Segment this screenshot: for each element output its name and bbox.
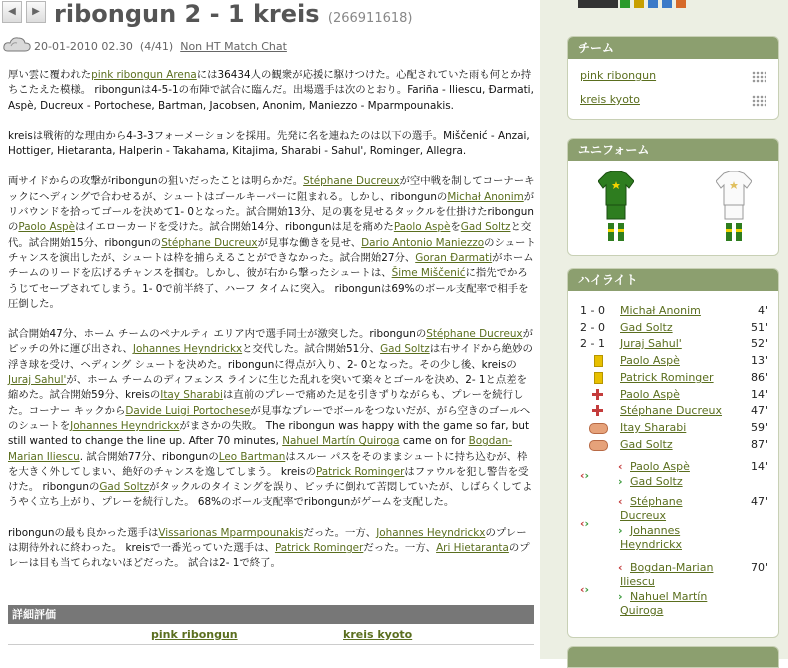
grid-icon[interactable] (752, 95, 766, 107)
player-link[interactable]: Johannes Heyndrickx (376, 526, 486, 539)
substitution-icon: ‹› (580, 469, 590, 482)
player-link[interactable]: Paolo Aspè (630, 460, 690, 473)
chat-link[interactable]: Non HT Match Chat (180, 40, 287, 53)
teams-box (567, 36, 779, 120)
player-link[interactable]: Davide Luigi Portochese (125, 404, 251, 417)
player-link[interactable]: Stéphane Ducreux (426, 328, 523, 341)
substitution-row: ‹› ‹ Stéphane Ducreux 47' › Johannes Heyndrickx (580, 495, 768, 551)
player-link[interactable]: Šime Miščenić (391, 267, 466, 280)
player-link[interactable]: Ari Hietaranta (436, 542, 509, 555)
grid-icon[interactable] (752, 71, 766, 83)
player-link[interactable]: Bogdan-Marian Iliescu (620, 561, 714, 588)
page-title (54, 0, 413, 28)
player-link[interactable]: Stéphane Ducreux (303, 175, 400, 188)
player-link[interactable]: Vissarionas Mparmpounakis (158, 526, 304, 539)
substitution-icon: ‹› (580, 517, 590, 530)
player-link[interactable]: Paolo Aspè (18, 221, 75, 234)
player-link[interactable]: Patrick Rominger (620, 371, 714, 384)
player-link[interactable]: Dario Antonio Maniezzo (361, 236, 485, 249)
player-link[interactable]: Stéphane Ducreux (161, 236, 258, 249)
match-id: (266911618) (327, 11, 413, 26)
match-meta (0, 34, 540, 56)
bruise-row: Itay Sharabi 59' (568, 421, 778, 435)
team-row[interactable] (568, 65, 778, 89)
cloud-icon (2, 34, 32, 54)
player-link[interactable]: Stéphane Ducreux (620, 404, 723, 417)
sub-out-icon: ‹ (618, 460, 623, 473)
next-arrow-icon[interactable]: ▶ (26, 1, 46, 23)
team-link[interactable]: kreis kyoto (580, 93, 640, 106)
player-link[interactable]: Juraj Sahul' (620, 337, 682, 350)
player-link[interactable]: Juraj Sahul' (8, 374, 67, 387)
injury-icon (592, 405, 603, 416)
prev-arrow-icon[interactable]: ◀ (2, 1, 22, 23)
player-link[interactable]: Paolo Aspè (620, 388, 680, 401)
report-paragraph: 両サイドからの攻撃がribongunの狙いだったことは明らかだ。Stéphane Ducreuxが空中戦を制してコーナーキックにヘディングで合わせるが、シュートはゴールキーパーに阻まれる。しかし、ribongunのMichał Anonimがリバウンドを拾ってゴールを決めて1- 0となった。試合開始13分、足の裏を見せるタックルを仕掛けたribongunのPaolo Aspèはイエローカードを受けた。試合開始14分、ribongunは足を痛めたPaolo AspèをGad Soltzと交代。試合開始15分、ribongunのStéphane Ducreuxが見事な働きを見せ、Dario Antonio Maniezzoのシュート チャンスを演出したが、シュートは枠を捕らえることができなかった。試合開始27分、Goran Đarmatiがホーム チームのリードを広げるチャンスを掴む。しかし、彼が右から撃ったシュートは、Šime Miščenićに指先でかろうじてセーブされてしまう。1- 0で前半終了、ハーフ タイムに突入。 ribongunは69%のボール支配率で相手を圧倒した。 (8, 175, 536, 310)
player-link[interactable]: Gad Soltz (620, 321, 673, 334)
hattrick-icons (578, 0, 738, 8)
substitution-row: ‹› ‹ Paolo Aspè 14' › Gad Soltz (580, 460, 768, 488)
report-paragraph: 厚い雲に覆われたpink ribongun Arenaには36434人の観衆が応援に駆けつけた。心配されていた雨も何とか持ちこたえた模様。 ribongunは4-5-1の布陣で試合に臨んだ。出場選手は次のとおり。Fariña - Iliescu, Đarmati, Aspè, Ducreux - Portochese, Bartman, Jacobsen, Anonim, Maniezzo - Mparmpounakis. (8, 69, 534, 112)
sidebar (540, 0, 788, 659)
player-link[interactable]: Nahuel Martín Quiroga (620, 590, 708, 617)
sub-in-icon: › (618, 524, 623, 537)
player-link[interactable]: Johannes Heyndrickx (132, 343, 243, 356)
ratings-table (8, 605, 534, 645)
player-link[interactable]: Gad Soltz (99, 481, 150, 494)
player-link[interactable]: Itay Sharabi (620, 421, 687, 434)
player-link[interactable]: Goran Đarmati (415, 251, 493, 264)
bandage-icon (589, 423, 608, 434)
player-link[interactable]: Gad Soltz (380, 343, 430, 356)
away-team-link[interactable]: kreis kyoto (343, 628, 413, 641)
next-box-header (568, 647, 778, 667)
injury-row: Paolo Aspè 14' (568, 388, 778, 402)
player-link[interactable]: Michał Anonim (447, 190, 524, 203)
sub-in-icon: › (618, 590, 623, 603)
ratings-title: 詳細評価 (8, 605, 534, 624)
match-round: (4/41) (139, 40, 174, 53)
player-link[interactable]: Stéphane Ducreux (620, 495, 683, 522)
sub-out-icon: ‹ (618, 561, 623, 574)
yellow-card-icon (594, 355, 603, 367)
injury-row: Stéphane Ducreux 47' (568, 404, 778, 418)
report-paragraph: ribongunの最も良かった選手はVissarionas Mparmpounakisだった。一方、Johannes Heyndrickxのプレーは期待外れに終わった。 kreisで一番光っていた選手は、Patrick Romingerだった。一方、Ari Hietarantaのプレーは目も当てられないほどだった。 試合は2- 1で終了。 (8, 526, 530, 570)
player-link[interactable]: Leo Bartman (218, 450, 286, 463)
card-row: Patrick Rominger 86' (568, 371, 778, 385)
player-link[interactable]: Gad Soltz (620, 438, 673, 451)
yellow-card-icon (594, 372, 603, 384)
ratings-columns (8, 624, 534, 645)
home-kit-icon (598, 171, 634, 247)
match-datetime: 20-01-2010 02.30 (34, 40, 133, 53)
sub-out-icon: ‹ (618, 495, 623, 508)
match-report (8, 68, 536, 587)
uniform-title: ユニフォーム (568, 139, 778, 161)
player-link[interactable]: Gad Soltz (630, 475, 683, 488)
player-link[interactable]: Patrick Rominger (315, 465, 405, 478)
substitution-icon: ‹› (580, 583, 590, 596)
match-title: ribongun 2 - 1 kreis (54, 0, 320, 28)
player-link[interactable]: Michał Anonim (620, 304, 701, 317)
player-link[interactable]: Nahuel Martín Quiroga (282, 435, 400, 448)
match-header (0, 0, 540, 36)
player-link[interactable]: Bogdan-Marian Iliescu (8, 435, 512, 463)
highlights-box: ハイライト 1 - 0 Michał Anonim 4' 2 - 0 Gad Soltz 51' 2 - 1 Juraj Sahul' 52' Paolo Aspè 13' Patrick Rominger 86' Paolo Aspè 14' Stéphane Ducreux 47' Itay Sharabi 59' Gad Soltz 87' ‹› ‹ Paolo Aspè 14' › Gad Soltz ‹› ‹ Stéphane Ducreux 47' › Johannes Heyndrickx ‹› ‹ Bogdan-Marian Iliescu 70' › Nahuel Martín Quiroga (567, 268, 779, 638)
report-paragraph: kreisは戦術的な理由から4-3-3フォーメーションを採用。先発に名を連ねたのは以下の選手。Miščenić - Anzai, Hottiger, Hietaranta, Halperin - Takahama, Kitajima, Sharabi - Sahul', Rominger, Allegra. (8, 129, 530, 158)
player-link[interactable]: Itay Sharabi (160, 389, 223, 402)
substitution-row: ‹› ‹ Bogdan-Marian Iliescu 70' › Nahuel Martín Quiroga (580, 561, 768, 617)
away-kit-icon (716, 171, 752, 247)
report-paragraph: 試合開始47分、ホーム チームのペナルティ エリア内で選手同士が激突した。ribongunのStéphane Ducreuxがピッチの外に運び出され、Johannes Heyndrickxと交代した。試合開始51分、Gad Soltzは右サイドから絶妙の浮き球を受け、ヘディング シュートを決めた。ribongunに得点が入り、2- 0となった。その少し後、kreisのJuraj Sahul'が、ホーム チームのディフェンス ラインに生じた乱れを突いて楽々とゴールを決め、2- 1と点差を縮めた。試合開始59分、kreisのItay Sharabiは直前のプレーで痛めた足を引きずりながらも、プレーを続行した。コーナー キックからDavide Luigi Portocheseが見事なプレーでボールをつないだが、がら空きのゴールへのシュートをJohannes Heyndrickxがまさかの失敗。 The ribongun was happy with the game so far, but still wanted to change the line up. After 70 minutes, Nahuel Martín Quiroga came on for Bogdan-Marian Iliescu. 試合開始77分、ribongunのLeo Bartmanはスルー パスをそのままシュートに持ち込むが、枠を大きく外してしまい、絶好のチャンスを逸してしまう。 kreisのPatrick Romingerはファウルを犯し警告を受けた。 ribongunのGad Soltzがタックルのタイミングを誤り、ピッチに倒れて苦悶していたが、しばらくしてようやく立ち上がり、プレーを続行した。 68%のボール支配率でribongunがゲームを支配した。 (8, 328, 533, 509)
arena-link[interactable]: pink ribongun Arena (91, 69, 197, 81)
sub-in-icon: › (618, 475, 623, 488)
player-link[interactable]: Johannes Heyndrickx (620, 524, 683, 551)
injury-icon (592, 389, 603, 400)
team-row[interactable] (568, 89, 778, 113)
player-link[interactable]: Gad Soltz (460, 221, 511, 234)
bandage-icon (589, 440, 608, 451)
next-box (567, 646, 779, 668)
card-row: Paolo Aspè 13' (568, 354, 778, 368)
highlights-title: ハイライト (568, 269, 778, 291)
teams-title: チーム (568, 37, 778, 59)
player-link[interactable]: Paolo Aspè (393, 221, 451, 234)
team-link[interactable]: pink ribongun (580, 69, 657, 82)
home-team-link[interactable]: pink ribongun (151, 628, 238, 641)
player-link[interactable]: Patrick Rominger (274, 542, 364, 555)
uniform-box (567, 138, 779, 256)
player-link[interactable]: Paolo Aspè (620, 354, 680, 367)
player-link[interactable]: Johannes Heyndrickx (70, 419, 180, 432)
bruise-row: Gad Soltz 87' (568, 438, 778, 452)
